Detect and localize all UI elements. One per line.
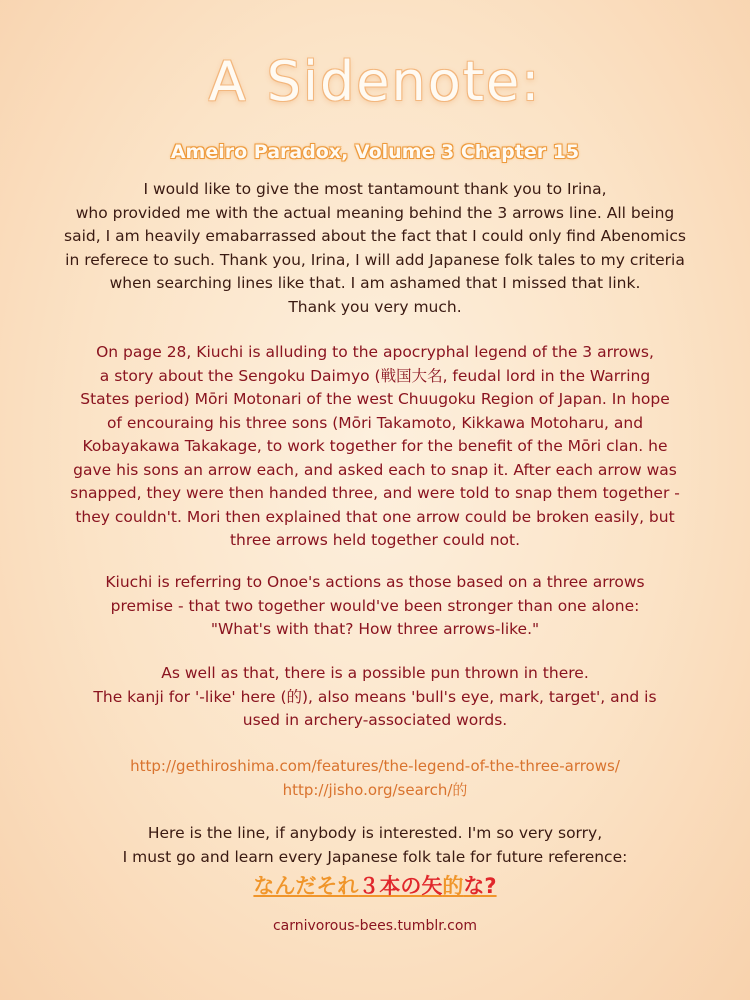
jp-part-4: な?: [463, 874, 497, 898]
text-line: Thank you very much.: [288, 297, 462, 316]
text-line: of encouraing his three sons (Mōri Takamoto, Kikkawa Motoharu, and: [106, 413, 644, 432]
text-line: On page 28, Kiuchi is alluding to the apocryphal legend of the 3 arrows,: [96, 343, 654, 361]
jp-part-1: なんだそれ: [253, 874, 359, 898]
page-title: A Sidenote:: [208, 50, 542, 113]
closing-paragraph: [30, 822, 720, 869]
text-line: used in archery-associated words.: [242, 711, 508, 729]
text-line: Kiuchi is referring to Onoe's actions as those based on a three arrows: [105, 573, 645, 591]
text-line: As well as that, there is a possible pun thrown in there.: [161, 664, 589, 682]
reference-links: [30, 755, 720, 802]
reference-link-hiroshima[interactable]: http://gethiroshima.com/features/the-legend-of-the-three-arrows/: [130, 757, 620, 775]
footer-credit: carnivorous-bees.tumblr.com: [272, 918, 478, 934]
reference-link-jisho[interactable]: http://jisho.org/search/的: [282, 780, 468, 799]
text-line: The kanji for '-like' here (的), also means 'bull's eye, mark, target', and is: [93, 687, 657, 706]
text-line: I would like to give the most tantamount thank you to Irina,: [143, 180, 607, 198]
text-line: three arrows held together could not.: [229, 531, 521, 549]
jp-part-2: ３本の矢: [358, 874, 443, 898]
text-line: I must go and learn every Japanese folk tale for future reference:: [122, 847, 628, 866]
text-line: Kobayakawa Takakage, to work together for the benefit of the Mōri clan. he: [82, 437, 668, 455]
text-line: "What's with that? How three arrows-like.": [210, 620, 540, 638]
text-line: said, I am heavily emabarrassed about the fact that I could only find Abenomics: [64, 227, 686, 245]
text-line: States period) Mōri Motonari of the west Chuugoku Region of Japan. In hope: [80, 390, 670, 408]
text-line: a story about the Sengoku Daimyo (戦国大名, feudal lord in the Warring: [99, 366, 651, 385]
text-line: when searching lines like that. I am ashamed that I missed that link.: [109, 274, 641, 292]
text-line: gave his sons an arrow each, and asked each to snap it. After each arrow was: [73, 460, 677, 479]
jp-part-3: 的: [442, 874, 464, 898]
thanks-paragraph: [30, 178, 720, 319]
text-line: they couldn't. Mori then explained that one arrow could be broken easily, but: [75, 507, 675, 526]
text-line: in referece to such. Thank you, Irina, I will add Japanese folk tales to my criteria: [65, 250, 685, 269]
japanese-line: [0, 870, 750, 900]
text-line: premise - that two together would've been stronger than one alone:: [110, 596, 640, 615]
text-line: who provided me with the actual meaning behind the 3 arrows line. All being: [75, 203, 675, 222]
pun-paragraph: [30, 662, 720, 733]
legend-paragraph: [30, 341, 720, 553]
page-subtitle: Ameiro Paradox, Volume 3 Chapter 15: [170, 141, 580, 163]
referring-paragraph: [30, 571, 720, 642]
text-line: Here is the line, if anybody is interested. I'm so very sorry,: [147, 824, 603, 842]
text-line: snapped, they were then handed three, and were told to snap them together -: [70, 484, 680, 502]
